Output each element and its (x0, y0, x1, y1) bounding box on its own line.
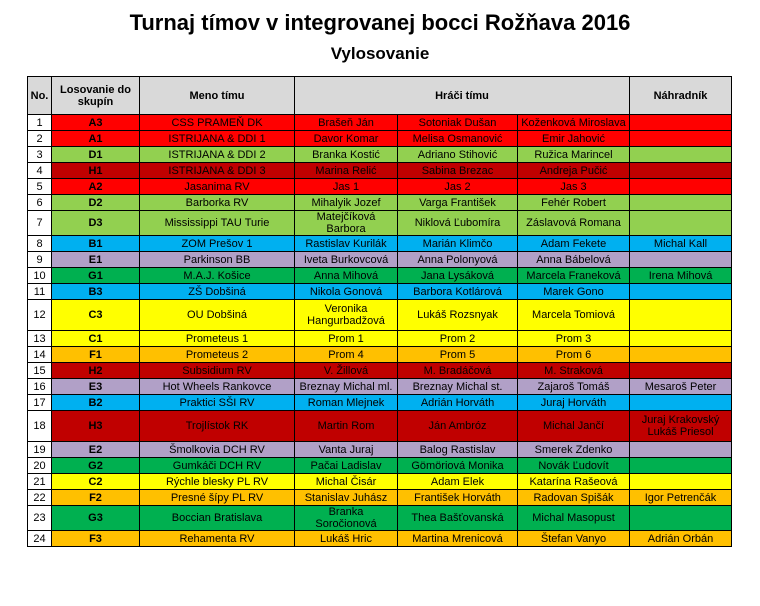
table-row (28, 458, 732, 474)
substitute (630, 179, 732, 195)
table-row (28, 236, 732, 252)
table-row (28, 268, 732, 284)
table-row (28, 115, 732, 131)
group-code: E2 (52, 442, 140, 458)
substitute (630, 442, 732, 458)
player-2: Gömöriová Monika (398, 458, 518, 474)
substitute (630, 131, 732, 147)
group-code: E1 (52, 252, 140, 268)
team-name: ZŠ Dobšiná (140, 284, 295, 300)
table-row (28, 506, 732, 531)
row-number: 1 (28, 115, 52, 131)
team-name: Parkinson BB (140, 252, 295, 268)
row-number: 10 (28, 268, 52, 284)
table-row (28, 331, 732, 347)
player-1: Branka Kostić (295, 147, 398, 163)
player-2: Jas 2 (398, 179, 518, 195)
player-2: Thea Bašťovanská (398, 506, 518, 531)
table-row (28, 131, 732, 147)
row-number: 24 (28, 531, 52, 547)
table-row (28, 284, 732, 300)
substitute: Irena Mihová (630, 268, 732, 284)
team-name: ISTRIJANA & DDI 2 (140, 147, 295, 163)
substitute (630, 211, 732, 236)
row-number: 3 (28, 147, 52, 163)
player-1: Branka Soročionová (295, 506, 398, 531)
player-2: Marián Klimčo (398, 236, 518, 252)
player-1: Pačai Ladislav (295, 458, 398, 474)
table-row (28, 395, 732, 411)
player-1: Rastislav Kurilák (295, 236, 398, 252)
player-2: Adrián Horváth (398, 395, 518, 411)
player-1: Marina Relić (295, 163, 398, 179)
table-row (28, 490, 732, 506)
player-2: Balog Rastislav (398, 442, 518, 458)
draw-table (27, 76, 732, 547)
player-2: Barbora Kotlárová (398, 284, 518, 300)
row-number: 23 (28, 506, 52, 531)
player-1: Martin Rom (295, 411, 398, 442)
group-code: A1 (52, 131, 140, 147)
player-1: V. Žillová (295, 363, 398, 379)
team-name: Mississippi TAU Turie (140, 211, 295, 236)
header-group: Losovanie do skupín (52, 77, 140, 115)
group-code: A3 (52, 115, 140, 131)
player-1: Anna Mihová (295, 268, 398, 284)
player-2: Sabina Brezac (398, 163, 518, 179)
row-number: 13 (28, 331, 52, 347)
group-code: D2 (52, 195, 140, 211)
group-code: D1 (52, 147, 140, 163)
team-name: ISTRIJANA & DDI 3 (140, 163, 295, 179)
header-no: No. (28, 77, 52, 115)
substitute (630, 195, 732, 211)
header-players: Hráči tímu (295, 77, 630, 115)
player-1: Jas 1 (295, 179, 398, 195)
player-2: Prom 2 (398, 331, 518, 347)
player-1: Mihalyik Jozef (295, 195, 398, 211)
substitute: Igor Petrenčák (630, 490, 732, 506)
player-3: Prom 3 (518, 331, 630, 347)
row-number: 2 (28, 131, 52, 147)
player-2: Sotoniak Dušan (398, 115, 518, 131)
player-3: Prom 6 (518, 347, 630, 363)
player-2: Anna Polonyová (398, 252, 518, 268)
player-3: Adam Fekete (518, 236, 630, 252)
player-2: Ján Ambróz (398, 411, 518, 442)
player-3: Zajaroš Tomáš (518, 379, 630, 395)
player-1: Iveta Burkovcová (295, 252, 398, 268)
player-2: Adam Elek (398, 474, 518, 490)
table-row (28, 147, 732, 163)
table-row (28, 363, 732, 379)
team-name: M.A.J. Košice (140, 268, 295, 284)
player-3: Marcela Tomiová (518, 300, 630, 331)
group-code: F3 (52, 531, 140, 547)
group-code: F1 (52, 347, 140, 363)
header-row (28, 77, 732, 115)
table-row (28, 531, 732, 547)
team-name: Prometeus 1 (140, 331, 295, 347)
group-code: C2 (52, 474, 140, 490)
player-3: Michal Masopust (518, 506, 630, 531)
group-code: D3 (52, 211, 140, 236)
group-code: H3 (52, 411, 140, 442)
player-2: Adriano Stihović (398, 147, 518, 163)
player-3: Štefan Vanyo (518, 531, 630, 547)
group-code: G3 (52, 506, 140, 531)
row-number: 12 (28, 300, 52, 331)
team-name: Praktici SŠI RV (140, 395, 295, 411)
table-row (28, 474, 732, 490)
table-row (28, 411, 732, 442)
player-3: Juraj Horváth (518, 395, 630, 411)
substitute (630, 163, 732, 179)
group-code: B3 (52, 284, 140, 300)
team-name: Rehamenta RV (140, 531, 295, 547)
group-code: C1 (52, 331, 140, 347)
row-number: 4 (28, 163, 52, 179)
player-2: Prom 5 (398, 347, 518, 363)
substitute (630, 395, 732, 411)
row-number: 18 (28, 411, 52, 442)
player-1: Davor Komar (295, 131, 398, 147)
team-name: Trojlístok RK (140, 411, 295, 442)
player-3: Andreja Pučić (518, 163, 630, 179)
team-name: Presné šípy PL RV (140, 490, 295, 506)
team-name: Jasanima RV (140, 179, 295, 195)
row-number: 20 (28, 458, 52, 474)
group-code: H1 (52, 163, 140, 179)
player-3: Novák Ľudovít (518, 458, 630, 474)
substitute (630, 284, 732, 300)
table-row (28, 179, 732, 195)
player-2: Jana Lysáková (398, 268, 518, 284)
group-code: B1 (52, 236, 140, 252)
team-name: Rýchle blesky PL RV (140, 474, 295, 490)
row-number: 8 (28, 236, 52, 252)
substitute (630, 331, 732, 347)
group-code: C3 (52, 300, 140, 331)
player-2: Melisa Osmanović (398, 131, 518, 147)
substitute: Juraj Krakovský Lukáš Priesol (630, 411, 732, 442)
substitute: Michal Kall (630, 236, 732, 252)
team-name: Gumkáči DCH RV (140, 458, 295, 474)
substitute (630, 474, 732, 490)
player-2: Lukáš Rozsnyak (398, 300, 518, 331)
player-1: Brašeň Ján (295, 115, 398, 131)
player-1: Lukáš Hric (295, 531, 398, 547)
player-3: Anna Bábelová (518, 252, 630, 268)
player-3: M. Straková (518, 363, 630, 379)
substitute (630, 347, 732, 363)
substitute (630, 252, 732, 268)
substitute: Mesaroš Peter (630, 379, 732, 395)
table-row (28, 163, 732, 179)
group-code: H2 (52, 363, 140, 379)
row-number: 9 (28, 252, 52, 268)
table-row (28, 211, 732, 236)
group-code: E3 (52, 379, 140, 395)
substitute (630, 300, 732, 331)
player-2: Niklová Ľubomíra (398, 211, 518, 236)
row-number: 17 (28, 395, 52, 411)
table-row (28, 442, 732, 458)
player-2: Varga František (398, 195, 518, 211)
team-name: OU Dobšiná (140, 300, 295, 331)
player-3: Jas 3 (518, 179, 630, 195)
team-name: Subsidium RV (140, 363, 295, 379)
row-number: 7 (28, 211, 52, 236)
player-1: Veronika Hangurbadžová (295, 300, 398, 331)
header-team: Meno tímu (140, 77, 295, 115)
player-3: Záslavová Romana (518, 211, 630, 236)
player-2: František Horváth (398, 490, 518, 506)
table-row (28, 347, 732, 363)
substitute (630, 363, 732, 379)
player-3: Fehér Robert (518, 195, 630, 211)
player-1: Prom 4 (295, 347, 398, 363)
player-1: Prom 1 (295, 331, 398, 347)
player-1: Breznay Michal ml. (295, 379, 398, 395)
table-row (28, 195, 732, 211)
player-1: Roman Mlejnek (295, 395, 398, 411)
player-1: Stanislav Juhász (295, 490, 398, 506)
player-3: Michal Jančí (518, 411, 630, 442)
row-number: 22 (28, 490, 52, 506)
player-1: Michal Čisár (295, 474, 398, 490)
header-sub: Náhradník (630, 77, 732, 115)
substitute (630, 147, 732, 163)
player-3: Radovan Spišák (518, 490, 630, 506)
team-name: Hot Wheels Rankovce (140, 379, 295, 395)
page-subtitle: Vylosovanie (330, 44, 430, 63)
row-number: 16 (28, 379, 52, 395)
team-name: Prometeus 2 (140, 347, 295, 363)
table-row (28, 252, 732, 268)
group-code: F2 (52, 490, 140, 506)
row-number: 11 (28, 284, 52, 300)
substitute (630, 506, 732, 531)
player-3: Emir Jahović (518, 131, 630, 147)
group-code: G2 (52, 458, 140, 474)
player-3: Katarína Rašeová (518, 474, 630, 490)
player-3: Smerek Zdenko (518, 442, 630, 458)
player-3: Marek Gono (518, 284, 630, 300)
row-number: 21 (28, 474, 52, 490)
group-code: B2 (52, 395, 140, 411)
player-3: Koženková Miroslava (518, 115, 630, 131)
team-name: CSS PRAMEŇ DK (140, 115, 295, 131)
player-2: Breznay Michal st. (398, 379, 518, 395)
row-number: 15 (28, 363, 52, 379)
group-code: A2 (52, 179, 140, 195)
row-number: 19 (28, 442, 52, 458)
row-number: 5 (28, 179, 52, 195)
player-3: Ružica Marincel (518, 147, 630, 163)
player-3: Marcela Franeková (518, 268, 630, 284)
substitute (630, 115, 732, 131)
table-row (28, 300, 732, 331)
table-row (28, 379, 732, 395)
team-name: ZOM Prešov 1 (140, 236, 295, 252)
player-1: Nikola Gonová (295, 284, 398, 300)
substitute: Adrián Orbán (630, 531, 732, 547)
row-number: 14 (28, 347, 52, 363)
page-title: Turnaj tímov v integrovanej bocci Rožňava 2016 (129, 10, 631, 35)
row-number: 6 (28, 195, 52, 211)
substitute (630, 458, 732, 474)
team-name: Boccian Bratislava (140, 506, 295, 531)
player-1: Matejčíková Barbora (295, 211, 398, 236)
player-2: M. Bradáčová (398, 363, 518, 379)
team-name: ISTRIJANA & DDI 1 (140, 131, 295, 147)
team-name: Šmolkovia DCH RV (140, 442, 295, 458)
team-name: Barborka RV (140, 195, 295, 211)
player-2: Martina Mrenicová (398, 531, 518, 547)
player-1: Vanta Juraj (295, 442, 398, 458)
group-code: G1 (52, 268, 140, 284)
